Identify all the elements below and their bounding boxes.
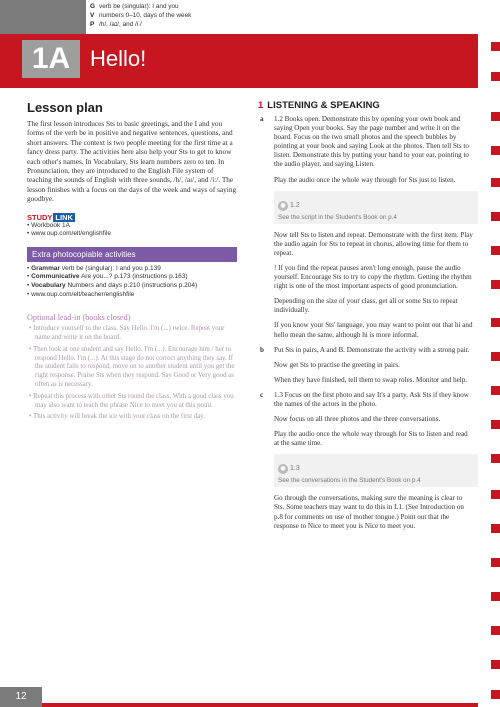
- para: ! If you find the repeat pauses aren't long enough, pause the audio yourself. Encourage Sts to try to copy the rhythm. Getting the rhythm right is one of the most important aspects of good pronunciation.: [274, 263, 472, 291]
- para: If you know your Sts' language, you may want to point out that hi and hello mean the same, although hi is more informal.: [274, 321, 473, 339]
- audio-track[interactable]: ◉ 1.3: [278, 464, 300, 474]
- edge-tab: [491, 660, 500, 669]
- lead-in-section: [27, 313, 237, 422]
- unit-title: Hello!: [90, 46, 147, 71]
- extra-activities-header: Extra photocopiable activities: [27, 247, 237, 262]
- extra-item: • Communicative Are you...? p.173 (instructions p.163): [27, 273, 188, 281]
- edge-tab: [491, 178, 500, 187]
- extra-item: • Vocabulary Numbers and days p.210 (instructions p.204): [27, 282, 198, 290]
- study-link-title: STUDY LINK: [27, 212, 73, 222]
- edge-tab: [491, 352, 500, 361]
- para: Depending on the size of your class, get all or some Sts to repeat individually.: [274, 297, 458, 315]
- study-link: [27, 213, 237, 239]
- page-number: 12: [0, 687, 42, 707]
- unit-number: 1A: [22, 40, 80, 78]
- para: Play the audio once the whole way through for Sts just to listen.: [274, 175, 456, 184]
- edge-tab: [491, 246, 500, 255]
- lead-in-item: • Repeat this process with other Sts round the class. With a good class you may also want to teach the phrase Nice to meet you at this point.: [29, 392, 234, 409]
- extra-activities-list: [27, 265, 237, 299]
- lead-in-item: • Then look at one student and say Hello. I'm (...). Encourage him / her to respond Hello. I'm (...). At this stage do not correct anything they say. If the student fails to respond, move on to another student until you get the right response. Praise Sts when they respond. Say Good or Very good as often as is necessary.: [29, 345, 235, 388]
- edge-tab: [491, 490, 500, 499]
- para: Now tell Sts to listen and repeat. Demonstrate with the first item. Play the audio again for Sts to repeat in chorus, allowing time for them to repeat.: [274, 230, 473, 257]
- para: Go through the conversations, making sure the meaning is clear to Sts. Some teachers may want to do this in L1. (See Introduction on p.8 for comments on use of mother tongue.) Point out that the response to Nice to meet you is Nice to meet you.: [274, 494, 464, 530]
- lead-in-title: Optional lead-in (books closed): [27, 313, 131, 323]
- audio-box: [274, 191, 478, 224]
- edge-tab: [491, 146, 500, 155]
- extra-item: • Grammar verb be (singular): I and you p.139: [27, 264, 161, 272]
- edge-tab: [491, 318, 500, 327]
- lesson-focus-list: [90, 2, 191, 29]
- para-b: b Put Sts in pairs, A and B. Demonstrate the activity with a strong pair.: [260, 345, 470, 354]
- para-c: c 1.3 Focus on the first photo and say It's a party. Ask Sts if they know the names of the actors in the photo.: [260, 390, 469, 408]
- section-title: 1 LISTENING & SPEAKING: [258, 100, 380, 111]
- edge-tab: [491, 454, 500, 463]
- edge-tab: [491, 626, 500, 635]
- pron-focus: P /h/, /aɪ/, and /iː/: [90, 21, 142, 28]
- audio-note: See the script in the Student's Book on p.4: [278, 213, 397, 221]
- para: When they have finished, tell them to swap roles. Monitor and help.: [274, 375, 468, 384]
- vocab-focus: V numbers 0–10, days of the week: [90, 12, 192, 19]
- para-a: a 1.2 Books open. Demonstrate this by opening your own book and saying Open your books. Say the page number and write it on the board. Focus on the two small photos and the speech bubbles by pointing at your book and saying Look at the photos. Then tell Sts to listen. Demonstrate this by putting your hand to your ear, pointing to the audio player, and saying Listen.: [260, 115, 469, 169]
- edge-tab: [491, 420, 500, 429]
- edge-tab: [491, 558, 500, 567]
- para: Now focus on all three photos and the three conversations.: [274, 415, 441, 424]
- edge-tab: [491, 112, 500, 121]
- grammar-focus: G verb be (singular): I and you: [90, 3, 179, 10]
- lead-in-item: • This activity will break the ice with your class on the first day.: [29, 413, 205, 421]
- extra-item-link[interactable]: • www.oup.com/elt/teacher/englishfile: [27, 290, 135, 298]
- edge-tab: [491, 524, 500, 533]
- header-gray-block: [0, 0, 86, 34]
- audio-icon: ◉: [278, 464, 288, 474]
- footer-bar: [42, 703, 478, 707]
- link-badge: LINK: [55, 212, 73, 222]
- edge-tab: [491, 690, 500, 699]
- audio-icon: ◉: [278, 201, 288, 211]
- left-column: [27, 100, 237, 422]
- para: Play the audio once the whole way through for Sts to listen and read at the same time.: [274, 430, 468, 448]
- edge-tab: [491, 592, 500, 601]
- audio-note: See the conversations in the Student's Book on p.4: [278, 477, 421, 485]
- edge-tab: [491, 72, 500, 81]
- study-link-item[interactable]: • Workbook 1A: [27, 221, 70, 229]
- right-column: [258, 100, 473, 537]
- edge-tab: [491, 42, 500, 51]
- lesson-plan-title: Lesson plan: [27, 100, 103, 115]
- audio-box: [274, 454, 478, 487]
- edge-tab: [491, 386, 500, 395]
- edge-tab: [491, 280, 500, 289]
- lesson-plan-body: The first lesson introduces Sts to basic greetings, and the I and you forms of the verb be in positive and negative sentences, questions, and short answers. The context is two people meeting for the first time at a fancy dress party. The activities here also help your Sts to get to know each other's names. In Vocabulary, Sts learn numbers zero to ten. In Pronunciation, they are introduced to the English File system of teaching the sounds of English with three sounds, /h/, /aɪ/, and /iː/. The lesson finishes with a focus on the days of the week and ways of saying goodbye.: [27, 119, 237, 204]
- edge-tab: [491, 212, 500, 221]
- para: Now get Sts to practise the greeting in pairs.: [274, 360, 400, 369]
- audio-track[interactable]: ◉ 1.2: [278, 201, 300, 211]
- study-link-item[interactable]: • www.oup.com/elt/englishfile: [27, 230, 111, 238]
- lead-in-item: • Introduce yourself to the class. Say Hello. I'm (...) twice. Repeat your name and write it on the board.: [29, 325, 225, 342]
